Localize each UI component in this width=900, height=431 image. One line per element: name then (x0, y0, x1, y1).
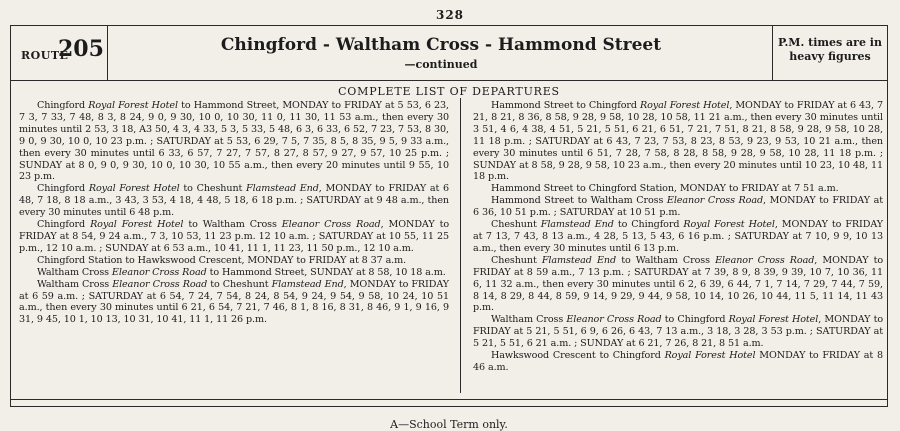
entry-text: Hammond Street to Chingford Station, MONDAY to FRIDAY at 7 51 a.m. (491, 183, 839, 195)
entry-text: to Waltham Cross (183, 219, 282, 231)
entry-text: to Chingford (613, 219, 684, 231)
place-name: Royal Forest Hotel (88, 100, 178, 111)
entry-text: , MONDAY to FRIDAY at 5 21, 5 51, 6 9, 6 26, 6 43, 7 13 a.m., 3 18, 3 28, 3 53 p.m. ; SATURDAY at 5 21, 5 51, 6 21 a.m. ; SUNDAY at 6 21, 7 26, 8 21, 8 51 a.m. (473, 314, 884, 350)
place-name: Eleanor Cross Road (715, 254, 815, 266)
entry-text: to Chingford (661, 314, 729, 326)
departure-entry (473, 100, 883, 183)
place-name: Eleanor Cross Road (111, 266, 207, 278)
footer-rule (11, 399, 887, 400)
place-name: Flamstead End (541, 254, 617, 266)
entry-text: Waltham Cross (37, 266, 112, 278)
pm-note: P.M. times are in heavy figures (772, 26, 887, 80)
left-column (19, 100, 449, 326)
entry-text: to Cheshunt (179, 183, 247, 195)
entry-text: , MONDAY to FRIDAY at 6 36, 10 51 p.m. ; SATURDAY at 10 51 p.m. (473, 195, 883, 219)
section-title: COMPLETE LIST OF DEPARTURES (338, 85, 560, 98)
departure-entry (19, 219, 449, 255)
route-box (11, 26, 108, 80)
entry-text: Chingford Station to Hawkswood Crescent, MONDAY to FRIDAY at 8 37 a.m. (37, 254, 407, 266)
place-name: Royal Forest Hotel (90, 219, 184, 231)
departure-entry (19, 183, 449, 219)
entry-text: , MONDAY to FRIDAY at 6 48, 7 18, 8 18 a.m., 3 43, 3 53, 4 18, 4 48, 5 18, 6 18 p.m. ; SATURDAY at 9 48 a.m., then every 30 minutes until 6 48 p.m. (19, 183, 450, 219)
departure-entry (473, 350, 883, 374)
route-label: ROUTE (21, 49, 69, 62)
entry-text: Cheshunt (491, 219, 541, 231)
entry-text: to Hammond Street, SUNDAY at 8 58, 10 18 a.m. (206, 266, 446, 278)
entry-text: Waltham Cross (491, 314, 567, 326)
entry-text: Chingford (37, 100, 89, 111)
entry-text: Waltham Cross (37, 278, 113, 290)
entry-text: Chingford (37, 219, 91, 231)
place-name: Eleanor Cross Road (666, 195, 764, 207)
entry-text: to Cheshunt (207, 278, 272, 290)
entry-text: , MONDAY to FRIDAY at 8 54, 9 24 a.m., 7 3, 10 53, 11 23 p.m. 12 10 a.m. ; SATURDAY at 10 55, 11 25 p.m., 12 10 a.m. ; SUNDAY at 6 53 a.m., 10 41, 11 1, 11 23, 11 50 p.m., 12 10 a.m. (19, 219, 450, 254)
entry-text: to Hammond Street, MONDAY to FRIDAY at 5 53, 6 23, 7 3, 7 33, 7 48, 8 3, 8 24, 9 0, 9 30, 10 0, 10 30, 11 0, 11 30, 11 53 a.m., then every 30 minutes until 2 53, 3 18, A3 50, 4 3, 4 33, 5 3, 5 33, 5 48, 6 3, 6 33, 6 52, 7 23, 7 53, 8 30, 9 0, 9 30, 10 0, 10 23 p.m. ; SATURDAY at 5 53, 6 29, 7 5, 7 35, 8 5, 8 35, 9 5, 9 33 a.m., then every 30 minutes until 6 33, 6 57, 7 27, 7 57, 8 27, 8 57, 9 27, 9 57, 10 25 p.m. ; SUNDAY at 8 0, 9 0, 9 30, 10 0, 10 30, 10 55 a.m., then every 20 minutes until 9 55, 10 23 p.m. (19, 100, 450, 183)
departure-entry (473, 314, 883, 350)
departure-entry (473, 219, 883, 255)
place-name: Eleanor Cross Road (566, 314, 662, 326)
place-name: Eleanor Cross Road (281, 219, 381, 231)
entry-text: Chingford (37, 183, 89, 195)
place-name: Royal Forest Hotel (664, 350, 756, 362)
entry-text: Hawkswood Crescent to Chingford (491, 350, 665, 362)
departure-entry (19, 267, 449, 279)
entry-text: Hammond Street to Waltham Cross (491, 195, 667, 207)
place-name: Royal Forest Hotel (683, 219, 775, 231)
entry-text: , MONDAY to FRIDAY at 7 13, 7 43, 8 13 a.m., 4 28, 5 13, 5 43, 6 16 p.m. ; SATURDAY at 7 10, 9 9, 10 13 a.m., then every 30 minutes until 6 13 p.m. (473, 219, 884, 254)
page-number: 328 (435, 8, 465, 22)
right-column (473, 100, 883, 374)
route-subtitle: —continued (404, 58, 478, 71)
route-title: Chingford - Waltham Cross - Hammond Street (220, 35, 662, 55)
departure-entry (19, 255, 449, 267)
departure-entry (473, 255, 883, 315)
entry-text: MONDAY to FRIDAY at 8 46 a.m. (473, 350, 883, 373)
entry-text: , MONDAY to FRIDAY at 6 43, 7 21, 8 21, 8 36, 8 58, 9 28, 9 58, 10 28, 10 58, 11 21 a.m., then every 30 minutes until 3 51, 4 6, 4 38, 4 51, 5 21, 5 51, 6 21, 6 51, 7 21, 7 51, 8 21, 8 58, 9 28, 9 58, 10 28, 11 18 p.m. ; SATURDAY at 6 43, 7 23, 7 53, 8 23, 8 53, 9 23, 9 53, 10 21 a.m., then every 30 minutes until 6 51, 7 28, 7 58, 8 28, 8 58, 9 28, 9 58, 10 28, 11 18 p.m. ; SUNDAY at 8 58, 9 28, 9 58, 10 23 a.m., then every 20 minutes until 10 23, 10 48, 11 18 p.m. (473, 100, 884, 183)
route-number: 205 (58, 36, 104, 62)
departure-entry (19, 100, 449, 183)
header-bar (11, 26, 887, 81)
place-name: Royal Forest Hotel (88, 183, 180, 195)
place-name: Royal Forest Hotel (728, 314, 819, 326)
departure-entry (473, 183, 883, 195)
place-name: Royal Forest Hotel (639, 100, 730, 111)
departure-entry (473, 195, 883, 219)
entry-text: , MONDAY to FRIDAY at 8 59 a.m., 7 13 p.m. ; SATURDAY at 7 39, 8 9, 8 39, 9 39, 10 7, 10 36, 11 6, 11 32 a.m., then every 30 minutes until 6 2, 6 39, 6 44, 7 1, 7 14, 7 29, 7 44, 7 59, 8 14, 8 29, 8 44, 8 59, 9 14, 9 29, 9 44, 9 58, 10 14, 10 26, 10 44, 11 5, 11 14, 11 43 p.m. (473, 254, 884, 314)
place-name: Flamstead End (246, 183, 319, 195)
footnote: A—School Term only. (390, 418, 508, 431)
departure-entry (19, 279, 449, 327)
place-name: Eleanor Cross Road (112, 278, 208, 290)
entry-text: Hammond Street to Chingford (491, 100, 640, 111)
entry-text: , MONDAY to FRIDAY at 6 59 a.m. ; SATURDAY at 6 54, 7 24, 7 54, 8 24, 8 54, 9 24, 9 54, 9 58, 10 24, 10 51 a.m., then every 30 minutes until 6 21, 6 54, 7 21, 7 46, 8 1, 8 16, 8 31, 8 46, 9 1, 9 16, 9 31, 9 45, 10 1, 10 13, 10 31, 10 41, 11 1, 11 26 p.m. (19, 278, 449, 326)
timetable-frame (10, 25, 888, 431)
column-divider (460, 98, 461, 393)
place-name: Flamstead End (271, 278, 344, 290)
entry-text: to Waltham Cross (616, 254, 716, 266)
place-name: Flamstead End (540, 219, 614, 231)
entry-text: Cheshunt (491, 254, 542, 266)
